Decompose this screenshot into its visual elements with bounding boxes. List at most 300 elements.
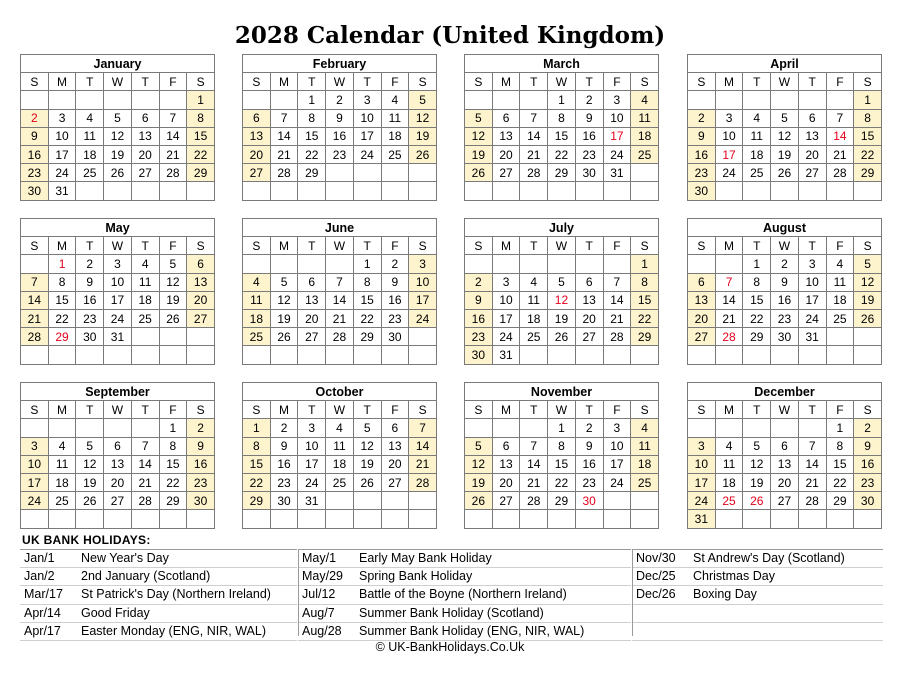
day-cell: 4 (381, 91, 409, 109)
day-cell: 31 (688, 510, 716, 528)
day-cell: 13 (298, 291, 326, 309)
day-cell: 26 (854, 309, 882, 327)
holiday-name: St Andrew's Day (Scotland) (693, 551, 845, 565)
weekday-label: M (715, 73, 743, 91)
day-cell: 14 (715, 291, 743, 309)
holiday-row (632, 605, 883, 623)
day-cell: 30 (575, 164, 603, 182)
day-cell: 6 (243, 109, 271, 127)
weekday-label: T (575, 401, 603, 419)
holiday-name: Summer Bank Holiday (Scotland) (359, 605, 544, 620)
day-cell: 23 (854, 473, 882, 491)
month-february (242, 54, 437, 201)
day-cell: 12 (409, 109, 437, 127)
empty-cell (798, 91, 826, 109)
empty-cell (270, 346, 298, 364)
day-cell: 19 (104, 145, 132, 163)
holiday-row (298, 568, 631, 586)
empty-cell (381, 182, 409, 200)
day-cell: 12 (465, 127, 493, 145)
day-cell: 30 (270, 492, 298, 510)
weekday-label: S (187, 401, 215, 419)
weekday-label: F (159, 73, 187, 91)
day-cell: 31 (603, 164, 631, 182)
day-cell: 29 (631, 328, 659, 346)
day-cell: 11 (520, 291, 548, 309)
day-cell: 8 (159, 437, 187, 455)
month-name: January (21, 55, 215, 73)
day-cell: 9 (771, 273, 799, 291)
day-cell: 29 (743, 328, 771, 346)
day-cell: 11 (631, 109, 659, 127)
day-cell: 25 (48, 492, 76, 510)
weekday-label: F (826, 237, 854, 255)
holiday-day-cell: 17 (603, 127, 631, 145)
holiday-day-cell: 17 (715, 145, 743, 163)
empty-cell (575, 182, 603, 200)
day-cell: 8 (243, 437, 271, 455)
empty-cell (131, 91, 159, 109)
weekday-label: F (159, 237, 187, 255)
empty-cell (465, 91, 493, 109)
holiday-name: Boxing Day (693, 587, 757, 602)
day-cell: 9 (575, 109, 603, 127)
day-cell: 28 (131, 492, 159, 510)
month-name: August (688, 219, 882, 237)
weekday-label: W (326, 401, 354, 419)
day-cell: 5 (465, 437, 493, 455)
empty-cell (465, 255, 493, 273)
day-cell: 8 (353, 273, 381, 291)
holiday-day-cell: 7 (715, 273, 743, 291)
weekday-label: T (798, 73, 826, 91)
day-cell: 26 (409, 145, 437, 163)
day-cell: 3 (353, 91, 381, 109)
empty-cell (826, 510, 854, 528)
day-cell: 10 (298, 437, 326, 455)
day-cell: 18 (131, 291, 159, 309)
empty-cell (76, 182, 104, 200)
holiday-column (20, 549, 297, 641)
day-cell: 15 (243, 455, 271, 473)
weekday-label: S (21, 401, 49, 419)
day-cell: 21 (270, 145, 298, 163)
day-cell: 14 (326, 291, 354, 309)
day-cell: 12 (104, 127, 132, 145)
holiday-row (632, 623, 883, 641)
empty-cell (548, 346, 576, 364)
day-cell: 5 (104, 109, 132, 127)
day-cell: 17 (603, 455, 631, 473)
day-cell: 3 (603, 419, 631, 437)
day-cell: 11 (131, 273, 159, 291)
day-cell: 15 (548, 127, 576, 145)
empty-cell (548, 510, 576, 528)
day-cell: 4 (131, 255, 159, 273)
empty-cell (798, 510, 826, 528)
empty-cell (381, 164, 409, 182)
day-cell: 12 (270, 291, 298, 309)
day-cell: 1 (243, 419, 271, 437)
day-cell: 6 (381, 419, 409, 437)
empty-cell (771, 182, 799, 200)
empty-cell (575, 346, 603, 364)
weekday-label: M (48, 73, 76, 91)
day-cell: 18 (826, 291, 854, 309)
empty-cell (48, 91, 76, 109)
day-cell: 20 (298, 309, 326, 327)
day-cell: 10 (21, 455, 49, 473)
weekday-label: M (492, 401, 520, 419)
day-cell: 3 (409, 255, 437, 273)
weekday-label: M (270, 237, 298, 255)
day-cell: 1 (854, 91, 882, 109)
day-cell: 25 (326, 473, 354, 491)
day-cell: 14 (131, 455, 159, 473)
day-cell: 1 (826, 419, 854, 437)
weekday-label: M (492, 73, 520, 91)
day-cell: 28 (603, 328, 631, 346)
day-cell: 19 (548, 309, 576, 327)
day-cell: 24 (409, 309, 437, 327)
empty-cell (743, 510, 771, 528)
day-cell: 13 (771, 455, 799, 473)
empty-cell (465, 182, 493, 200)
day-cell: 23 (270, 473, 298, 491)
day-cell: 22 (631, 309, 659, 327)
holiday-row (20, 623, 297, 641)
day-cell: 3 (715, 109, 743, 127)
day-cell: 29 (854, 164, 882, 182)
day-cell: 8 (548, 109, 576, 127)
day-cell: 10 (104, 273, 132, 291)
empty-cell (520, 91, 548, 109)
empty-cell (492, 510, 520, 528)
day-cell: 19 (743, 473, 771, 491)
empty-cell (688, 346, 716, 364)
day-cell: 17 (104, 291, 132, 309)
day-cell: 17 (492, 309, 520, 327)
day-cell: 9 (465, 291, 493, 309)
weekday-label: M (48, 237, 76, 255)
empty-cell (771, 419, 799, 437)
day-cell: 30 (771, 328, 799, 346)
day-cell: 8 (743, 273, 771, 291)
day-cell: 29 (243, 492, 271, 510)
empty-cell (243, 91, 271, 109)
day-cell: 11 (826, 273, 854, 291)
day-cell: 10 (688, 455, 716, 473)
day-cell: 16 (575, 127, 603, 145)
day-cell: 15 (743, 291, 771, 309)
day-cell: 21 (131, 473, 159, 491)
day-cell: 16 (270, 455, 298, 473)
day-cell: 31 (48, 182, 76, 200)
weekday-label: T (353, 237, 381, 255)
weekday-label: T (520, 401, 548, 419)
day-cell: 27 (187, 309, 215, 327)
day-cell: 22 (243, 473, 271, 491)
empty-cell (270, 510, 298, 528)
day-cell: 21 (826, 145, 854, 163)
day-cell: 10 (798, 273, 826, 291)
empty-cell (326, 510, 354, 528)
day-cell: 2 (76, 255, 104, 273)
day-cell: 25 (826, 309, 854, 327)
day-cell: 4 (743, 109, 771, 127)
day-cell: 3 (492, 273, 520, 291)
empty-cell (743, 91, 771, 109)
day-cell: 30 (21, 182, 49, 200)
day-cell: 21 (21, 309, 49, 327)
weekday-label: W (326, 237, 354, 255)
empty-cell (631, 346, 659, 364)
empty-cell (854, 510, 882, 528)
day-cell: 13 (131, 127, 159, 145)
weekday-label: W (104, 401, 132, 419)
day-cell: 12 (743, 455, 771, 473)
day-cell: 19 (270, 309, 298, 327)
day-cell: 11 (743, 127, 771, 145)
empty-cell (603, 510, 631, 528)
empty-cell (520, 510, 548, 528)
holiday-date: Aug/7 (302, 605, 335, 620)
empty-cell (159, 328, 187, 346)
day-cell: 22 (353, 309, 381, 327)
day-cell: 24 (603, 473, 631, 491)
weekday-label: S (465, 73, 493, 91)
day-cell: 7 (520, 437, 548, 455)
day-cell: 28 (826, 164, 854, 182)
empty-cell (409, 510, 437, 528)
empty-cell (326, 346, 354, 364)
day-cell: 28 (798, 492, 826, 510)
day-cell: 4 (520, 273, 548, 291)
empty-cell (631, 182, 659, 200)
holiday-date: Apr/17 (24, 623, 61, 638)
day-cell: 30 (688, 182, 716, 200)
day-cell: 9 (76, 273, 104, 291)
day-cell: 28 (159, 164, 187, 182)
weekday-label: W (771, 73, 799, 91)
day-cell: 14 (409, 437, 437, 455)
holiday-row (298, 586, 631, 604)
weekday-label: F (603, 401, 631, 419)
empty-cell (743, 346, 771, 364)
day-cell: 31 (798, 328, 826, 346)
holiday-date: May/1 (302, 551, 337, 565)
day-cell: 1 (548, 419, 576, 437)
day-cell: 5 (743, 437, 771, 455)
day-cell: 28 (520, 492, 548, 510)
day-cell: 8 (298, 109, 326, 127)
empty-cell (21, 419, 49, 437)
empty-cell (326, 182, 354, 200)
day-cell: 3 (298, 419, 326, 437)
empty-cell (520, 182, 548, 200)
empty-cell (326, 492, 354, 510)
day-cell: 24 (48, 164, 76, 182)
holiday-row (298, 623, 631, 641)
empty-cell (715, 255, 743, 273)
day-cell: 22 (826, 473, 854, 491)
empty-cell (104, 182, 132, 200)
holiday-name: St Patrick's Day (Northern Ireland) (81, 587, 271, 602)
day-cell: 19 (353, 455, 381, 473)
day-cell: 20 (243, 145, 271, 163)
day-cell: 4 (76, 109, 104, 127)
day-cell: 22 (743, 309, 771, 327)
day-cell: 15 (826, 455, 854, 473)
empty-cell (603, 346, 631, 364)
empty-cell (715, 346, 743, 364)
day-cell: 30 (381, 328, 409, 346)
day-cell: 7 (798, 437, 826, 455)
day-cell: 21 (409, 455, 437, 473)
empty-cell (104, 91, 132, 109)
day-cell: 23 (771, 309, 799, 327)
day-cell: 31 (298, 492, 326, 510)
column-divider (632, 549, 633, 636)
day-cell: 27 (104, 492, 132, 510)
holiday-row (298, 605, 631, 623)
empty-cell (326, 164, 354, 182)
day-cell: 15 (187, 127, 215, 145)
day-cell: 8 (548, 437, 576, 455)
weekday-label: S (465, 401, 493, 419)
day-cell: 26 (353, 473, 381, 491)
day-cell: 8 (48, 273, 76, 291)
holiday-day-cell: 26 (743, 492, 771, 510)
holiday-name: Battle of the Boyne (Northern Ireland) (359, 587, 567, 602)
empty-cell (688, 255, 716, 273)
day-cell: 21 (603, 309, 631, 327)
day-cell: 18 (520, 309, 548, 327)
day-cell: 12 (854, 273, 882, 291)
day-cell: 17 (798, 291, 826, 309)
day-cell: 2 (854, 419, 882, 437)
day-cell: 11 (631, 437, 659, 455)
month-name: May (21, 219, 215, 237)
month-april (687, 54, 882, 201)
weekday-label: S (688, 401, 716, 419)
holiday-row (20, 568, 297, 586)
holidays-heading: UK BANK HOLIDAYS: (22, 533, 151, 547)
day-cell: 1 (298, 91, 326, 109)
weekday-label: M (270, 401, 298, 419)
holiday-name: Early May Bank Holiday (359, 551, 492, 565)
holiday-name: Easter Monday (ENG, NIR, WAL) (81, 623, 266, 638)
day-cell: 27 (688, 328, 716, 346)
day-cell: 2 (326, 91, 354, 109)
empty-cell (826, 328, 854, 346)
day-cell: 15 (854, 127, 882, 145)
day-cell: 27 (771, 492, 799, 510)
day-cell: 2 (270, 419, 298, 437)
empty-cell (520, 419, 548, 437)
weekday-label: W (771, 237, 799, 255)
weekday-label: S (409, 237, 437, 255)
empty-cell (715, 510, 743, 528)
empty-cell (243, 346, 271, 364)
month-march (464, 54, 659, 201)
day-cell: 27 (298, 328, 326, 346)
day-cell: 21 (798, 473, 826, 491)
day-cell: 29 (187, 164, 215, 182)
empty-cell (409, 164, 437, 182)
empty-cell (76, 91, 104, 109)
day-cell: 23 (465, 328, 493, 346)
day-cell: 29 (159, 492, 187, 510)
day-cell: 20 (575, 309, 603, 327)
day-cell: 11 (76, 127, 104, 145)
weekday-label: F (603, 73, 631, 91)
empty-cell (131, 328, 159, 346)
day-cell: 20 (187, 291, 215, 309)
empty-cell (48, 510, 76, 528)
day-cell: 23 (187, 473, 215, 491)
empty-cell (465, 419, 493, 437)
holiday-day-cell: 14 (826, 127, 854, 145)
weekday-label: T (76, 237, 104, 255)
month-name: April (688, 55, 882, 73)
day-cell: 1 (187, 91, 215, 109)
day-cell: 23 (21, 164, 49, 182)
day-cell: 15 (159, 455, 187, 473)
day-cell: 9 (381, 273, 409, 291)
empty-cell (715, 91, 743, 109)
day-cell: 23 (76, 309, 104, 327)
day-cell: 22 (548, 145, 576, 163)
day-cell: 15 (48, 291, 76, 309)
weekday-label: S (187, 237, 215, 255)
holiday-day-cell: 28 (715, 328, 743, 346)
day-cell: 5 (353, 419, 381, 437)
holiday-name: New Year's Day (81, 551, 169, 565)
day-cell: 18 (715, 473, 743, 491)
day-cell: 7 (326, 273, 354, 291)
empty-cell (381, 346, 409, 364)
weekday-label: M (715, 401, 743, 419)
day-cell: 17 (48, 145, 76, 163)
day-cell: 20 (131, 145, 159, 163)
day-cell: 3 (104, 255, 132, 273)
month-august (687, 218, 882, 365)
weekday-label: W (548, 401, 576, 419)
month-name: February (243, 55, 437, 73)
day-cell: 14 (270, 127, 298, 145)
holiday-column (298, 549, 631, 641)
empty-cell (21, 255, 49, 273)
day-cell: 18 (76, 145, 104, 163)
holiday-date: May/29 (302, 569, 343, 584)
empty-cell (603, 492, 631, 510)
day-cell: 23 (688, 164, 716, 182)
day-cell: 20 (798, 145, 826, 163)
day-cell: 26 (104, 164, 132, 182)
day-cell: 13 (104, 455, 132, 473)
day-cell: 21 (326, 309, 354, 327)
weekday-label: F (381, 401, 409, 419)
day-cell: 17 (409, 291, 437, 309)
day-cell: 16 (326, 127, 354, 145)
weekday-label: T (798, 237, 826, 255)
empty-cell (631, 164, 659, 182)
day-cell: 7 (131, 437, 159, 455)
day-cell: 27 (798, 164, 826, 182)
weekday-label: W (548, 73, 576, 91)
weekday-label: T (743, 401, 771, 419)
